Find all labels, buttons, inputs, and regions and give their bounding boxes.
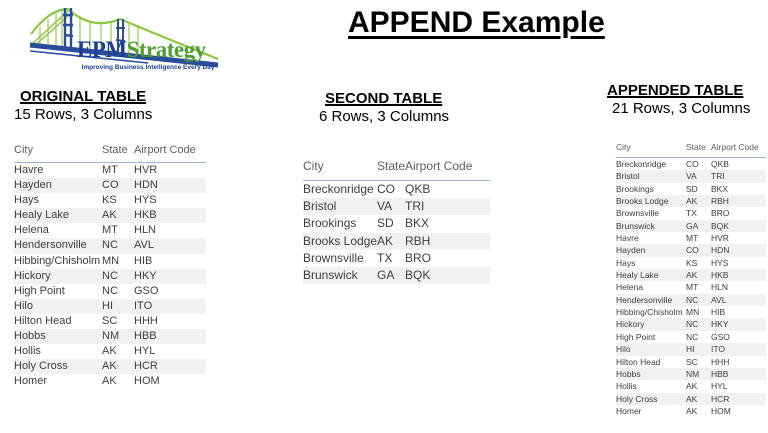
table-cell: Homer — [616, 405, 642, 416]
table-row — [14, 238, 206, 253]
table-cell: BQK — [711, 220, 729, 231]
original-table-section — [14, 88, 206, 389]
table-row — [14, 163, 206, 179]
table-cell: HKB — [134, 209, 157, 222]
table-cell: Brooks Lodge — [303, 233, 377, 248]
table-cell: HDN — [711, 245, 730, 256]
table-cell: NM — [102, 330, 120, 343]
table-cell: SC — [686, 356, 698, 367]
table-cell: SD — [377, 216, 394, 231]
table-cell: NC — [686, 294, 699, 305]
table-row — [616, 393, 766, 405]
table-row — [14, 359, 206, 374]
table-cell: GSO — [134, 284, 159, 297]
table-row — [14, 269, 206, 284]
table-cell: MT — [102, 164, 118, 176]
table-cell: RBH — [405, 233, 431, 248]
brand-text — [77, 37, 206, 63]
table-cell: HOM — [134, 375, 160, 388]
brand-strategy: Strategy — [126, 37, 206, 62]
column-header-state: State — [686, 142, 706, 152]
table-cell: QKB — [711, 159, 729, 169]
table-cell: AK — [686, 393, 698, 404]
table-cell: Brunswick — [303, 268, 358, 283]
table-cell: HOM — [711, 405, 731, 416]
logo-tagline: Improving Business Intelligence Every Day — [81, 64, 215, 71]
table-cell: Hilton Head — [14, 314, 72, 327]
table-row — [616, 232, 766, 244]
table-cell: KS — [686, 257, 698, 268]
table-row — [616, 207, 766, 219]
original-table — [14, 144, 206, 389]
table-cell: AVL — [711, 294, 727, 305]
table-cell: HCR — [134, 360, 158, 373]
table-row — [616, 318, 766, 330]
table-row — [616, 220, 766, 232]
table-cell: QKB — [405, 182, 431, 196]
table-row — [303, 215, 490, 232]
table-cell: HVR — [711, 233, 729, 244]
table-cell: Hendersonville — [14, 239, 87, 252]
table-cell: GA — [377, 268, 395, 283]
table-row — [14, 329, 206, 344]
column-header-city: City — [303, 159, 324, 173]
table-row — [14, 208, 206, 223]
table-cell: MT — [686, 233, 699, 244]
column-header-airport-code: Airport Code — [134, 144, 196, 156]
table-cell: AK — [102, 345, 117, 358]
table-cell: MT — [102, 224, 118, 237]
table-cell: HHH — [711, 356, 730, 367]
table-cell: Hibbing/Chisholm — [14, 254, 101, 267]
table-cell: GA — [686, 220, 699, 231]
table-cell: HKY — [134, 269, 157, 282]
table-cell: Havre — [616, 233, 639, 244]
table-cell: HLN — [134, 224, 157, 237]
table-row — [616, 294, 766, 306]
table-cell: HYL — [711, 381, 728, 392]
table-cell: Havre — [14, 164, 44, 176]
table-cell: Hays — [14, 194, 40, 207]
table-cell: VA — [377, 199, 393, 214]
table-cell: HIB — [711, 307, 726, 318]
table-cell: BRO — [711, 208, 730, 219]
table-cell: Helena — [14, 224, 49, 237]
table-cell: NC — [102, 269, 118, 282]
table-row — [303, 198, 490, 215]
table-row — [616, 356, 766, 368]
table-cell: MN — [102, 254, 120, 267]
table-cell: NM — [686, 368, 700, 379]
table-cell: HYS — [711, 257, 729, 268]
table-header-row — [303, 159, 490, 181]
table-cell: TX — [686, 208, 697, 219]
table-cell: Hollis — [14, 345, 41, 358]
table-cell: ITO — [134, 299, 153, 312]
table-cell: KS — [102, 194, 117, 207]
appended-table-section — [607, 82, 766, 417]
table-cell: TX — [377, 250, 393, 265]
table-row — [14, 299, 206, 314]
table-cell: BKX — [405, 216, 430, 231]
table-cell: Hibbing/Chisholm — [616, 307, 683, 318]
table-cell: HI — [686, 344, 695, 355]
table-cell: Holy Cross — [616, 393, 658, 404]
table-cell: AK — [686, 270, 698, 281]
table-row — [14, 178, 206, 193]
table-cell: High Point — [616, 331, 656, 342]
table-cell: RBH — [711, 196, 729, 207]
table-cell: Breckonridge — [303, 182, 374, 196]
table-cell: Brookings — [616, 183, 654, 194]
table-cell: SD — [686, 183, 698, 194]
table-row — [616, 269, 766, 281]
table-row — [616, 306, 766, 318]
table-cell: AK — [102, 375, 117, 388]
table-cell: VA — [686, 171, 697, 182]
table-row — [616, 281, 766, 293]
table-cell: AVL — [134, 239, 154, 252]
table-header-row — [14, 144, 206, 163]
table-cell: HYS — [134, 194, 157, 207]
table-row — [303, 233, 490, 250]
table-row — [14, 344, 206, 359]
table-row — [616, 405, 766, 417]
column-header-airport-code: Airport Code — [405, 159, 473, 173]
table-cell: Hayden — [14, 179, 52, 192]
table-cell: AK — [686, 405, 698, 416]
table-cell: HDN — [134, 179, 158, 192]
table-cell: Helena — [616, 282, 643, 293]
table-cell: AK — [102, 360, 117, 373]
table-cell: HHH — [134, 314, 158, 327]
table-row — [14, 314, 206, 329]
table-cell: Hollis — [616, 381, 637, 392]
table-row — [616, 343, 766, 355]
original-table-title: ORIGINAL TABLE — [20, 88, 147, 105]
epm-strategy-logo — [28, 4, 243, 84]
table-row — [616, 257, 766, 269]
table-cell: HCR — [711, 393, 730, 404]
original-table-subtitle: 15 Rows, 3 Columns — [14, 106, 153, 123]
appended-table — [616, 142, 766, 417]
table-cell: Hays — [616, 257, 636, 268]
table-cell: Hilton Head — [616, 356, 661, 367]
column-header-state: State — [377, 159, 405, 173]
table-cell: Brooks Lodge — [616, 196, 669, 207]
table-cell: NC — [686, 331, 699, 342]
table-cell: Brownsville — [303, 250, 364, 265]
table-cell: Hilo — [14, 299, 33, 312]
table-cell: Holy Cross — [14, 360, 68, 373]
table-cell: Hickory — [616, 319, 645, 330]
table-cell: HIB — [134, 254, 153, 267]
table-cell: GSO — [711, 331, 730, 342]
table-cell: HKB — [711, 270, 729, 281]
table-cell: HI — [102, 299, 113, 312]
table-cell: Hobbs — [616, 368, 641, 379]
table-cell: AK — [686, 196, 698, 207]
table-cell: CO — [686, 159, 699, 169]
table-cell: SC — [102, 314, 118, 327]
table-cell: AK — [686, 381, 698, 392]
table-row — [616, 158, 766, 171]
table-cell: Bristol — [616, 171, 640, 182]
table-cell: Hendersonville — [616, 294, 673, 305]
column-header-state: State — [102, 144, 128, 156]
table-row — [616, 195, 766, 207]
table-cell: HVR — [134, 164, 158, 176]
second-table — [303, 159, 490, 284]
brand-epm: EPM — [77, 37, 127, 62]
table-cell: MN — [686, 307, 700, 318]
table-row — [14, 254, 206, 269]
table-cell: NC — [102, 239, 118, 252]
table-row — [616, 331, 766, 343]
table-row — [303, 267, 490, 284]
table-cell: CO — [102, 179, 119, 192]
table-cell: NC — [102, 284, 118, 297]
table-cell: ITO — [711, 344, 726, 355]
table-cell: BRO — [405, 250, 432, 265]
table-cell: AK — [377, 233, 394, 248]
table-cell: Hilo — [616, 344, 631, 355]
table-row — [14, 374, 206, 389]
table-cell: HBB — [711, 368, 729, 379]
table-cell: Bristol — [303, 199, 337, 214]
column-header-city: City — [616, 142, 631, 152]
table-cell: TRI — [405, 199, 425, 214]
table-cell: CO — [377, 182, 395, 196]
table-cell: TRI — [711, 171, 725, 182]
table-cell: High Point — [14, 284, 65, 297]
table-cell: Healy Lake — [14, 209, 70, 222]
column-header-city: City — [14, 144, 33, 156]
second-table-title: SECOND TABLE — [325, 90, 443, 107]
table-cell: BKX — [711, 183, 729, 194]
table-row — [616, 244, 766, 256]
table-cell: Healy Lake — [616, 270, 659, 281]
appended-table-subtitle: 21 Rows, 3 Columns — [612, 100, 751, 117]
table-cell: HBB — [134, 330, 157, 343]
table-row — [616, 380, 766, 392]
table-row — [303, 181, 490, 199]
second-table-section — [303, 90, 490, 284]
table-cell: Brownsville — [616, 208, 659, 219]
table-cell: Homer — [14, 375, 48, 388]
table-cell: Brunswick — [616, 220, 655, 231]
table-row — [616, 368, 766, 380]
table-cell: CO — [686, 245, 699, 256]
table-cell: BQK — [405, 268, 431, 283]
table-cell: AK — [102, 209, 117, 222]
second-table-subtitle: 6 Rows, 3 Columns — [319, 108, 450, 125]
table-cell: HYL — [134, 345, 156, 358]
table-cell: Hobbs — [14, 330, 46, 343]
table-row — [14, 223, 206, 238]
appended-table-title: APPENDED TABLE — [607, 82, 744, 99]
table-cell: HLN — [711, 282, 729, 293]
table-cell: Hayden — [616, 245, 646, 256]
column-header-airport-code: Airport Code — [711, 142, 759, 152]
table-cell: Brookings — [303, 216, 357, 231]
page-title: APPEND Example — [348, 6, 605, 39]
table-cell: HKY — [711, 319, 729, 330]
table-row — [616, 183, 766, 195]
table-row — [14, 284, 206, 299]
table-row — [14, 193, 206, 208]
table-cell: MT — [686, 282, 699, 293]
table-header-row — [616, 142, 766, 158]
table-row — [616, 170, 766, 182]
table-cell: Breckonridge — [616, 159, 667, 169]
table-cell: NC — [686, 319, 699, 330]
table-row — [303, 250, 490, 267]
table-cell: Hickory — [14, 269, 51, 282]
